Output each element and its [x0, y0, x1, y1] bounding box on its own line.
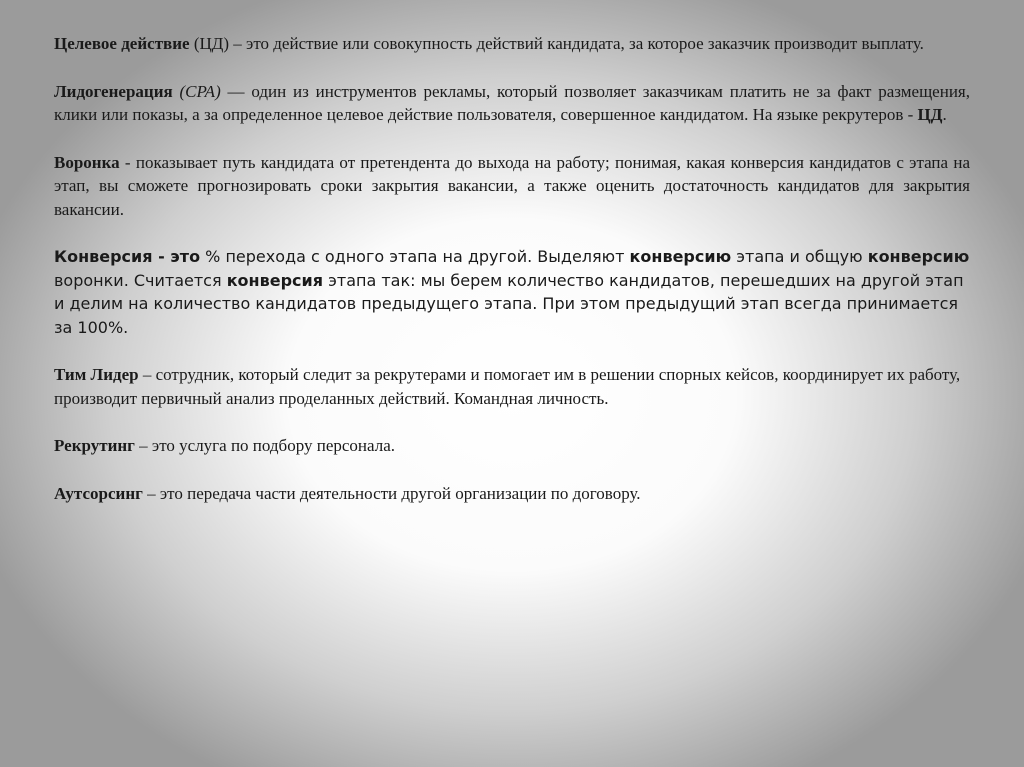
term-lead-generation: Лидогенерация — [54, 81, 173, 101]
definition-text: – это передача части деятельности другой организации по договору. — [142, 483, 641, 503]
definition-text: % перехода с одного этапа на другой. Выделяют — [200, 247, 630, 266]
term-target-action: Целевое действие — [54, 34, 190, 53]
abbr-cpa: (CPA) — [172, 81, 221, 101]
definition-text: — один из инструментов рекламы, который позволяет заказчикам платить не за факт размещения, клики или показы, а за определенное целевое действие пользователя, совершенное кандидатом. На языке рекрутеров - — [54, 81, 970, 124]
definition-tail: . — [942, 105, 947, 124]
keyword-conversion: конверсия — [226, 270, 323, 290]
definition-text: (ЦД) – это действие или совокупность действий кандидата, за которое заказчик производит выплату. — [189, 34, 924, 53]
term-team-lead: Тим Лидер — [54, 365, 139, 384]
keyword-conversion: конверсию — [867, 247, 970, 266]
definition-text: этапа так: мы берем количество кандидатов, перешедших на другой этап и делим на количество кандидатов предыдущего этапа. При этом предыдущий этап всегда принимается за 100%. — [54, 270, 964, 337]
definition-lead-generation — [54, 80, 970, 127]
definition-team-lead — [54, 363, 970, 410]
definition-text: - показывает путь кандидата от претендента до выхода на работу; понимая, какая конверсия кандидатов с этапа на этап, вы сможете прогнозировать сроки закрытия вакансии, а также оценить достаточность кандидатов для закрытия вакансии. — [54, 152, 970, 219]
definition-text: – сотрудник, который следит за рекрутерами и помогает им в решении спорных кейсов, координирует их работу, производит первичный анализ проделанных действий. Командная личность. — [54, 365, 961, 408]
definition-funnel — [54, 151, 970, 222]
term-outsourcing: Аутсорсинг — [54, 483, 143, 503]
definition-conversion — [54, 245, 970, 339]
term-conversion: Конверсия - это — [54, 247, 201, 266]
definition-recruiting — [54, 434, 970, 458]
definition-text: – это услуга по подбору персонала. — [134, 436, 395, 455]
definition-text: этапа и общую — [731, 247, 868, 266]
definition-text: воронки. Считается — [54, 270, 227, 290]
definition-target-action — [54, 32, 970, 56]
term-recruiting: Рекрутинг — [54, 436, 135, 455]
term-funnel: Воронка — [54, 152, 120, 172]
definition-outsourcing — [54, 482, 970, 506]
keyword-conversion: конверсию — [629, 247, 732, 266]
term-cd: ЦД — [917, 105, 943, 124]
slide-content — [54, 32, 970, 529]
